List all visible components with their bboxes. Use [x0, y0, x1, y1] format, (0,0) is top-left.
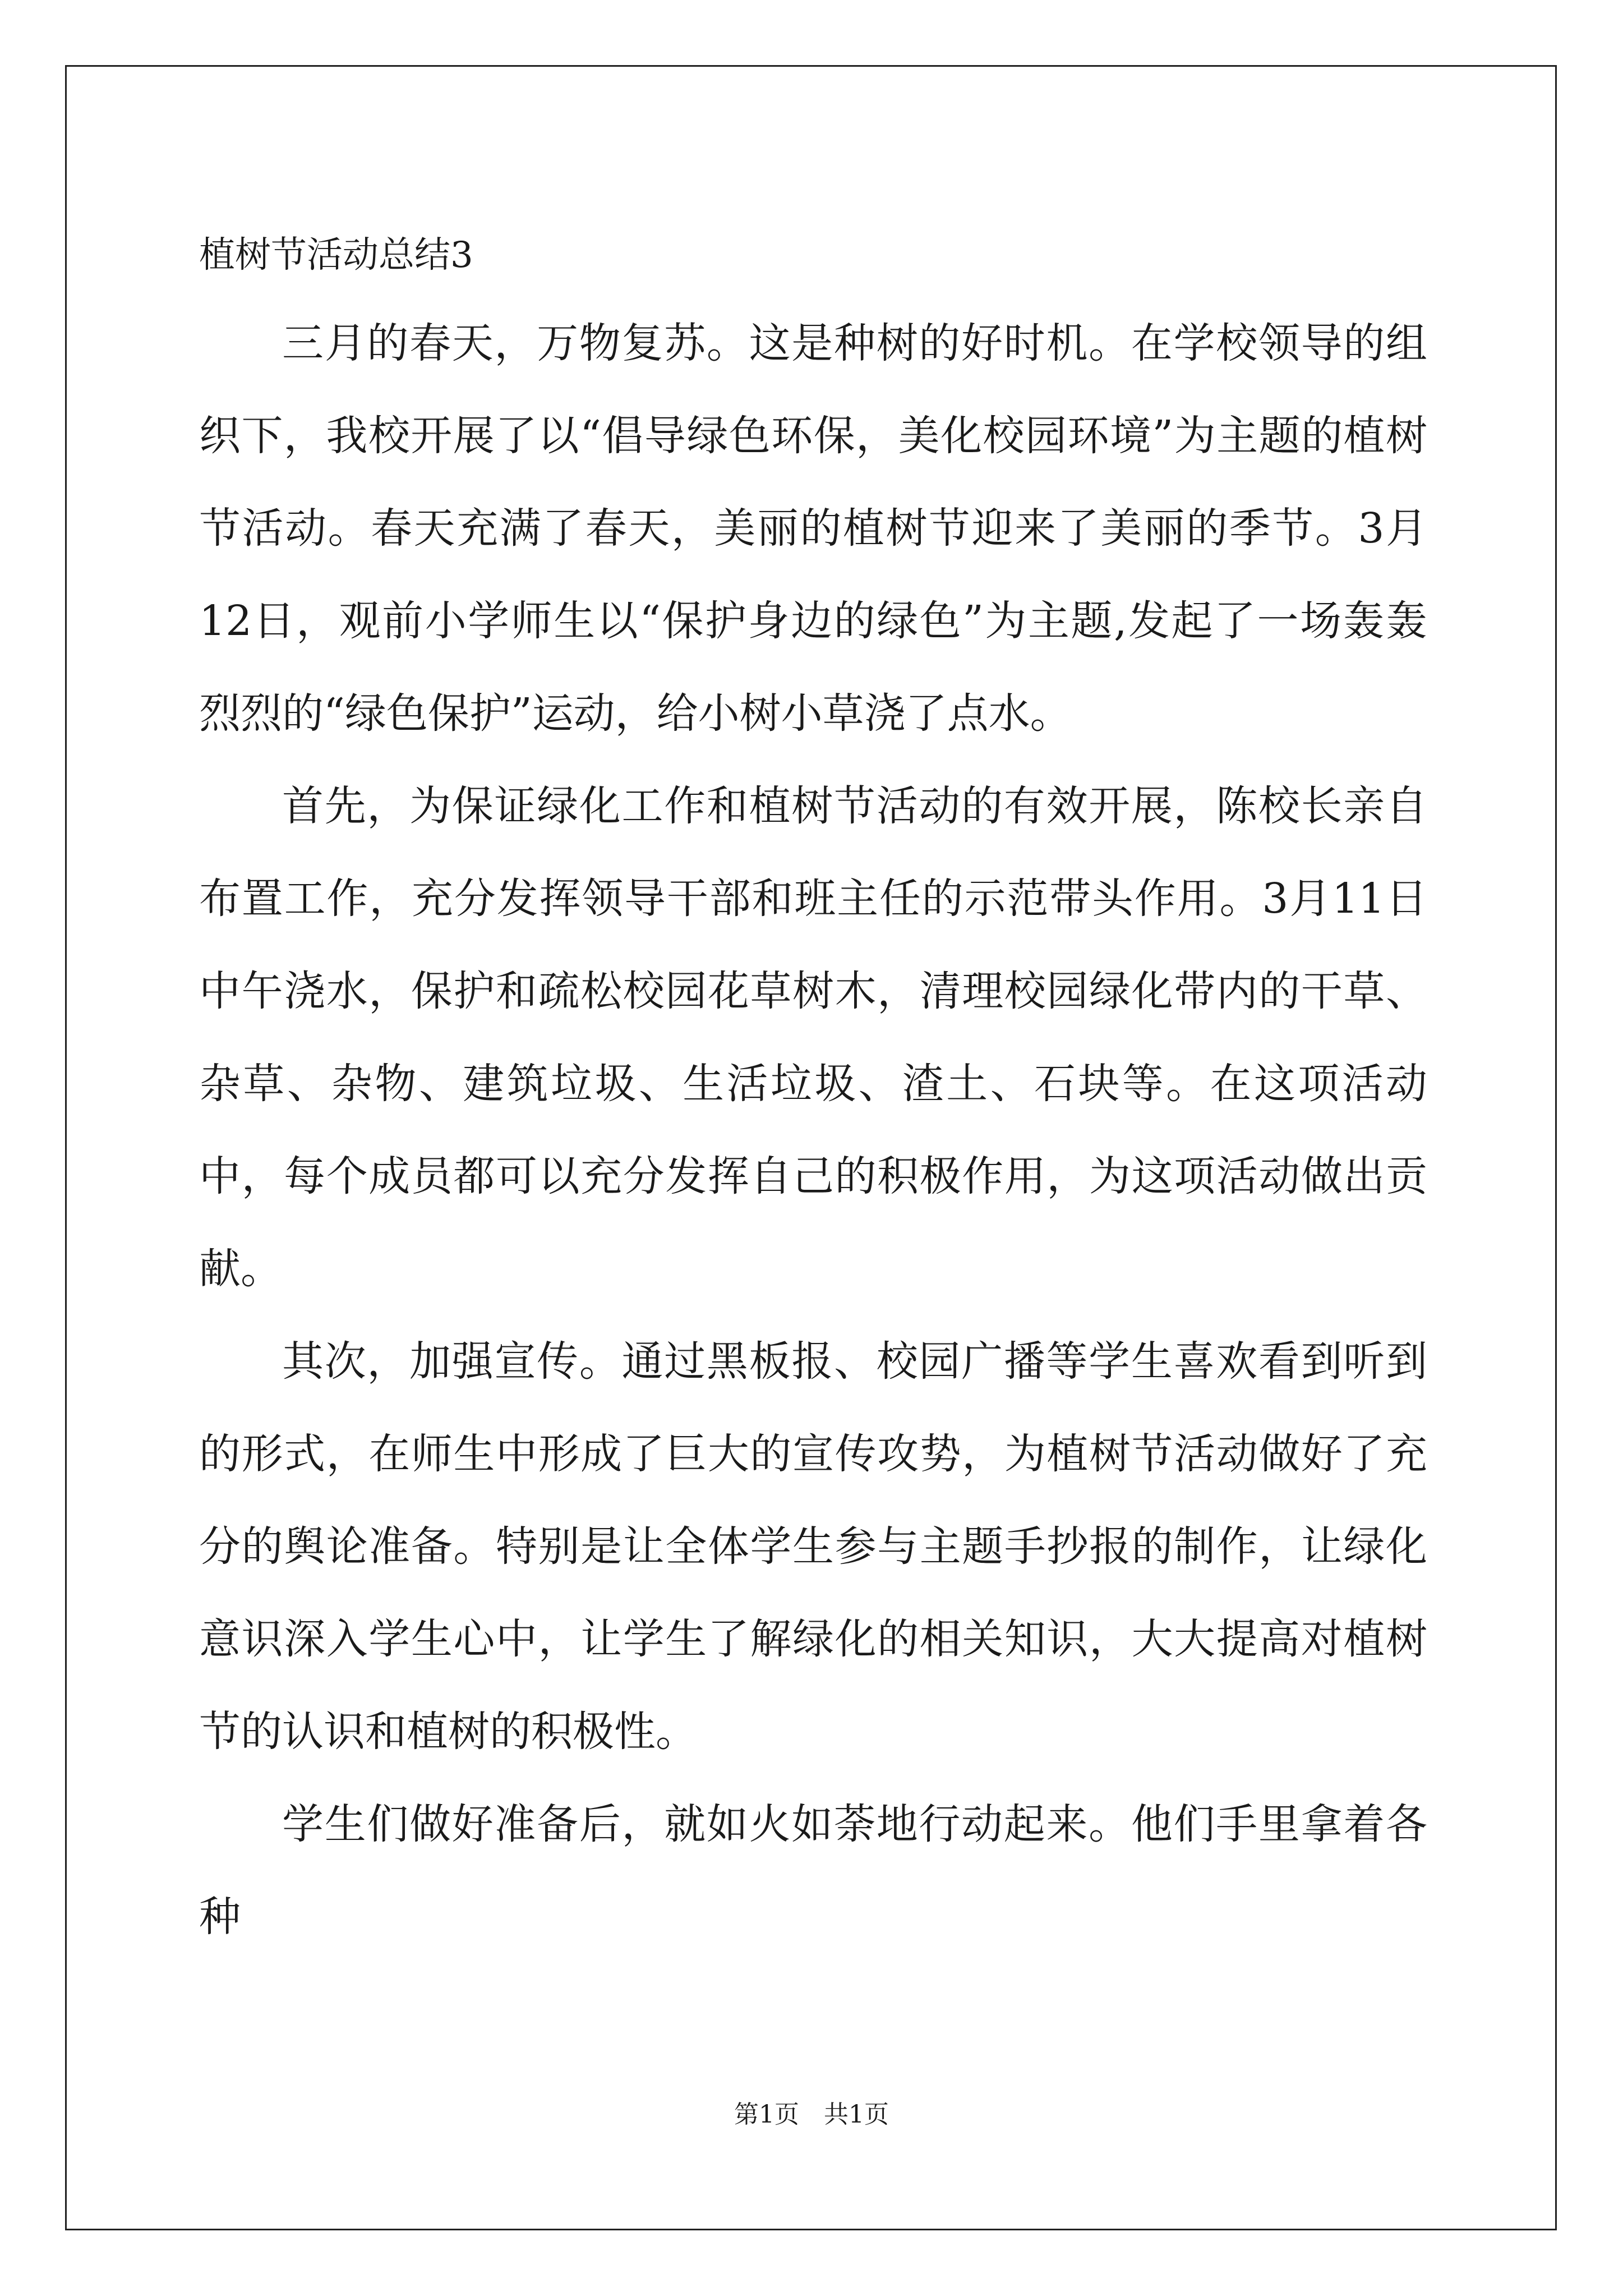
page-footer: 第1页 共1页 — [734, 2100, 889, 2129]
document-title: 植树节活动总结3 — [199, 234, 473, 276]
paragraph-3: 其次，加强宣传。通过黑板报、校园广播等学生喜欢看到听到的形式，在师生中形成了巨大的宣传攻势，为植树节活动做好了充分的舆论准备。特别是让全体学生参与主题手抄报的制作，让绿化意识深入学生心中，让学生了解绿化的相关知识，大大提高对植树节的认识和植树的积极性。 — [199, 1337, 1427, 1756]
paragraph-2: 首先，为保证绿化工作和植树节活动的有效开展，陈校长亲自布置工作，充分发挥领导干部和班主任的示范带头作用。3月11日中午浇水，保护和疏松校园花草树木，清理校园绿化带内的干草、杂草、杂物、建筑垃圾、生活垃圾、渣土、石块等。在这项活动中，每个成员都可以充分发挥自己的积极作用，为这项活动做出贡献。 — [199, 782, 1427, 1293]
paragraph-4: 学生们做好准备后，就如火如荼地行动起来。他们手里拿着各种 — [199, 1800, 1427, 1941]
paragraph-1: 三月的春天，万物复苏。这是种树的好时机。在学校领导的组织下，我校开展了以“倡导绿色环保，美化校园环境”为主题的植树节活动。春天充满了春天，美丽的植树节迎来了美丽的季节。3月12日，观前小学师生以“保护身边的绿色”为主题,发起了一场轰轰烈烈的“绿色保护”运动，给小树小草浇了点水。 — [199, 319, 1427, 738]
document-body — [199, 213, 1427, 1963]
